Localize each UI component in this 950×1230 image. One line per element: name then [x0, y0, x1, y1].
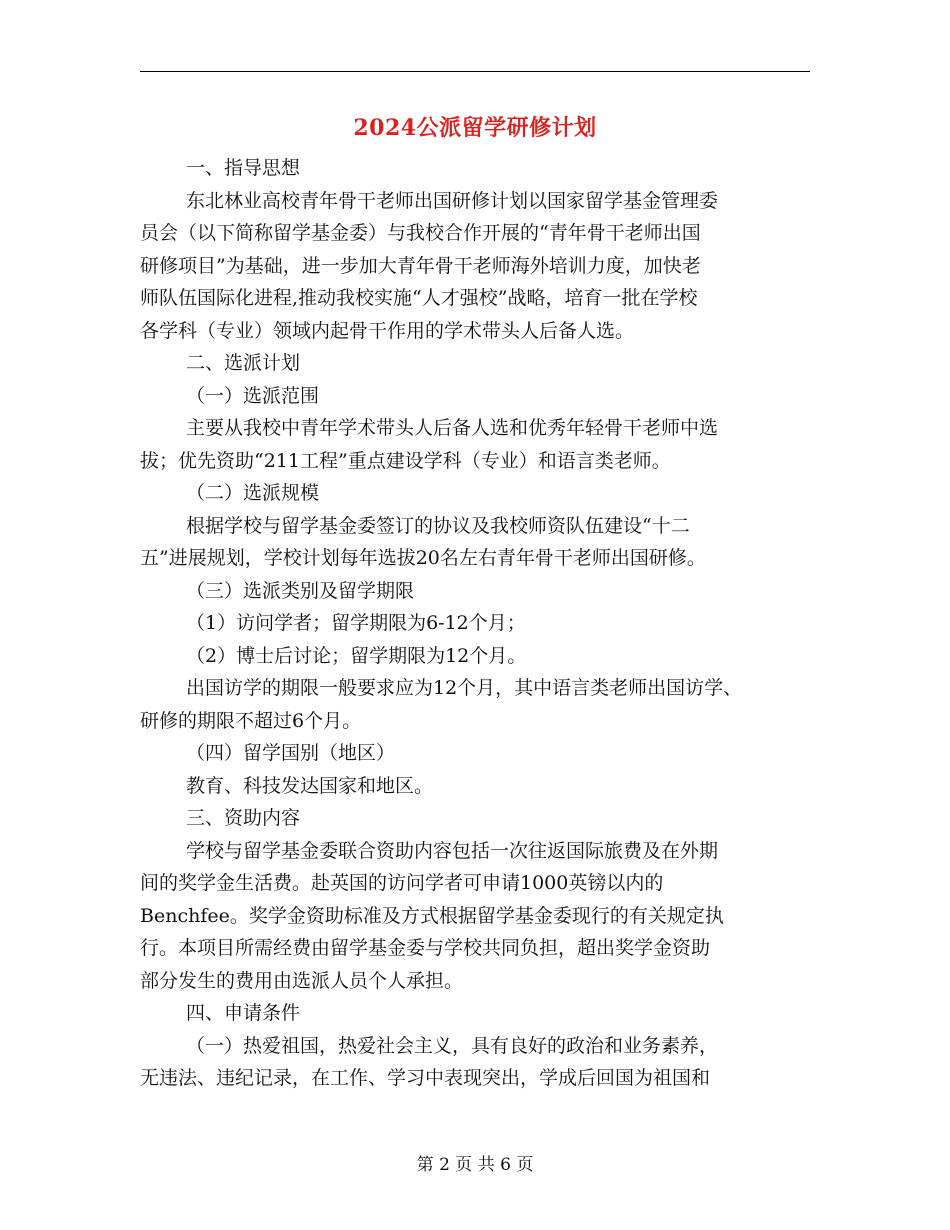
- text-line: 拔；优先资助“211工程”重点建设学科（专业）和语言类老师。: [140, 449, 671, 472]
- page-number-footer: 第 2 页 共 6 页: [416, 1155, 534, 1175]
- text-line: 师队伍国际化进程,推动我校实施“人才强校”战略，培育一批在学校: [140, 287, 698, 309]
- text-line: （四）留学国别（地区）: [186, 742, 396, 764]
- paragraph: [140, 802, 820, 835]
- text-line: 各学科（专业）领域内起骨干作用的学术带头人后备人选。: [140, 319, 635, 342]
- text-line: Benchfee。奖学金资助标准及方式根据留学基金委现行的有关规定执: [140, 904, 724, 927]
- paragraph: [140, 152, 820, 185]
- text-line: 三、资助内容: [186, 807, 301, 829]
- text-line: 根据学校与留学基金委签订的协议及我校师资队伍建设“十二: [186, 514, 690, 537]
- text-line: （一）热爱祖国，热爱社会主义，具有良好的政治和业务素养，: [186, 1034, 719, 1057]
- text-line: 东北林业高校青年骨干老师出国研修计划以国家留学基金管理委: [186, 189, 719, 212]
- text-line: 学校与留学基金委联合资助内容包括一次往返国际旅费及在外期: [186, 839, 719, 862]
- text-line: 行。本项目所需经费由留学基金委与学校共同负担，超出奖学金资助: [140, 937, 711, 959]
- paragraph: [140, 737, 820, 770]
- paragraph: [140, 412, 820, 477]
- text-line: 二、选派计划: [186, 352, 301, 374]
- paragraph: [140, 510, 820, 575]
- text-line: 部分发生的费用由选派人员个人承担。: [140, 969, 464, 992]
- paragraph: [140, 835, 820, 998]
- text-line: （一）选派范围: [186, 384, 320, 407]
- text-line: 员会（以下简称留学基金委）与我校合作开展的“青年骨干老师出国: [140, 222, 701, 244]
- text-line: 教育、科技发达国家和地区。: [186, 774, 434, 797]
- paragraph: [140, 672, 820, 737]
- paragraph: [140, 380, 820, 413]
- paragraph: [140, 185, 820, 348]
- text-line: 间的奖学金生活费。赴英国的访问学者可申请1000英镑以内的: [140, 872, 664, 894]
- text-line: 研修的期限不超过6个月。: [140, 709, 362, 732]
- paragraph: [140, 1030, 820, 1095]
- paragraph: [140, 770, 820, 803]
- paragraph: [140, 607, 820, 640]
- text-line: 出国访学的期限一般要求应为12个月，其中语言类老师出国访学、: [186, 677, 743, 699]
- paragraph: [140, 347, 820, 380]
- text-line: 无违法、违纪记录，在工作、学习中表现突出，学成后回国为祖国和: [140, 1067, 711, 1089]
- paragraph: [140, 997, 820, 1030]
- text-line: （三）选派类别及留学期限: [186, 579, 415, 602]
- header-rule: [140, 71, 810, 72]
- text-line: （1）访问学者；留学期限为6-12个月；: [186, 612, 526, 634]
- paragraph: [140, 575, 820, 608]
- document-body: [140, 152, 820, 1095]
- paragraph: [140, 640, 820, 673]
- document-title: 2024公派留学研修计划: [353, 115, 597, 141]
- text-line: 一、指导思想: [186, 157, 301, 179]
- text-line: 研修项目”为基础，进一步加大青年骨干老师海外培训力度，加快老: [140, 254, 701, 277]
- text-line: 主要从我校中青年学术带头人后备人选和优秀年轻骨干老师中选: [186, 417, 719, 439]
- text-line: （二）选派规模: [186, 482, 320, 504]
- text-line: 四、申请条件: [186, 1002, 301, 1024]
- text-line: （2）博士后讨论；留学期限为12个月。: [186, 644, 527, 667]
- paragraph: [140, 477, 820, 510]
- text-line: 五”进展规划，学校计划每年选拔20名左右青年骨干老师出国研修。: [140, 547, 706, 569]
